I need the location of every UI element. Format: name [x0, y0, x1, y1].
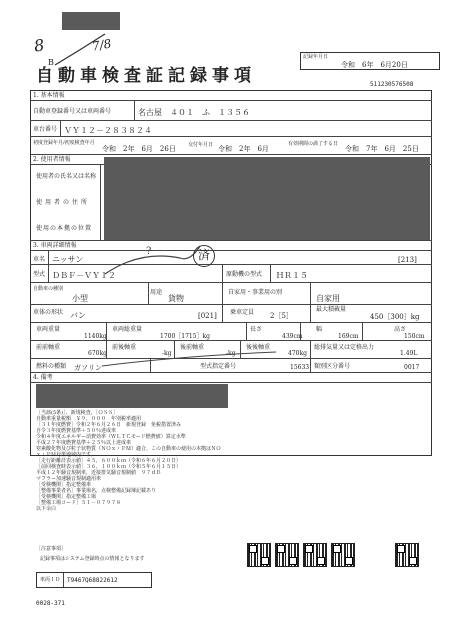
note-line: ［走行距離計表示値］４５，６００ｋｍ（令和６年６月２０日） [36, 458, 182, 464]
height: 150cm [404, 333, 425, 340]
kind-label: 自動車の種別 [33, 286, 64, 292]
qr-code-2 [276, 544, 298, 566]
section3-label: 3. 車両詳細情報 [33, 242, 77, 249]
vehicle-id: T9467Q68822612 [67, 577, 118, 584]
displacement: 1.49L [400, 350, 418, 357]
expiry-date: 令和 7年 6月 25日 [345, 145, 419, 153]
vehicle-id-label: 車両ＩＤ [40, 577, 61, 583]
model: ＤＢＦ－ＶＹ１２ [52, 271, 116, 280]
redacted-notes-top [36, 384, 228, 408]
length-label: 長さ [250, 326, 263, 333]
rr-axle-label: 後後軸重 [246, 344, 271, 351]
user-address-label: 使用者の住所 [36, 199, 91, 206]
svg-text:?: ? [146, 246, 152, 257]
issue-label: 交付年月日 [188, 142, 214, 148]
qr-code-4 [332, 544, 354, 566]
qr-code-3 [304, 544, 326, 566]
chassis-label: 車台番号 [33, 126, 58, 133]
rr-axle: 470kg [288, 350, 307, 357]
expiry-label: 有効期間の満了する日 [288, 141, 339, 147]
note-line: 令和４年度エネルギー消費効率（ＷＬＴＣモード燃費値）算定水準 [36, 434, 186, 440]
notice-title: ［注意事項］ [36, 546, 67, 552]
section1-label: 1. 基本情報 [33, 92, 65, 99]
doc-title: 自動車検査証記録事項 [36, 66, 256, 86]
note-line: ［３１年度燃費］令和２年６月２６日 新規登録 免税措置済み [36, 422, 182, 428]
handwritten-stroke [50, 30, 130, 70]
record-date-label: 記録年月日 [303, 54, 329, 60]
purpose: 自家用 [316, 294, 340, 303]
handwritten-mark-mid: 7/8 [90, 36, 113, 54]
model-label: 型式 [33, 271, 46, 278]
plate-number: 名古屋 ４０１ ふ １３５６ [138, 108, 250, 117]
b-mark: B [48, 58, 54, 67]
capacity: 2［5］ [270, 312, 293, 320]
page-code: 0028-371 [36, 600, 65, 607]
fuel: ガソリン [74, 364, 102, 372]
kind: 小型 [72, 294, 88, 303]
note-line: ［整備事業者名］事業場名，点検整備記録簿記載あり [36, 488, 157, 494]
record-date-box [300, 52, 440, 70]
weight-label: 車両重量 [36, 326, 61, 333]
weight: 1140kg [84, 333, 107, 340]
redacted-header-block [62, 12, 120, 30]
purpose-label: 自家用・事業用の別 [228, 289, 283, 296]
note-line: ｘ・ＰＭ対策地域内です。 [36, 452, 96, 458]
height-label: 高さ [394, 326, 407, 333]
rf-axle-label: 後前軸重 [180, 344, 205, 351]
section4-label: 4. 備考 [33, 374, 53, 381]
body: バン [70, 311, 86, 320]
first-reg-date: 令和 2年 6月 26日 [102, 145, 176, 153]
class-no: 0017 [404, 364, 420, 371]
plate-label: 自動車登録番号又は車両番号 [33, 108, 112, 115]
note-line: 平成１２年騒音規制車，近接排気騒音規制値 ９７ｄＢ [36, 470, 162, 476]
base-location-label: 使用の本拠の位置 [36, 225, 93, 232]
length: 439cm [282, 333, 303, 340]
notes-list [36, 410, 336, 512]
stamp-char: 済 [197, 248, 210, 262]
use-label: 用途 [150, 289, 163, 296]
notice-text: 記録事項はシステム登録時点の情報となります [40, 556, 145, 562]
stamp-circle [193, 245, 215, 267]
note-line: マフラー加速騒音規制適用車 [36, 476, 102, 482]
serial-number: 511230576508 [370, 81, 414, 88]
note-line: ［受検機関］指定整備工場 [36, 494, 97, 500]
qr-code-1 [248, 544, 270, 566]
width-label: 幅 [316, 326, 323, 333]
body-code: [021] [198, 312, 217, 320]
fuel-label: 燃料の種類 [36, 363, 67, 370]
ff-axle-label: 前前軸重 [36, 344, 61, 351]
displacement-label: 総排気量又は定格出力 [314, 344, 375, 351]
max-load: 450［300］kg [370, 313, 420, 321]
note-line: 以下余白 [36, 506, 57, 512]
gross-weight: 1700［1715］kg [160, 333, 211, 340]
maker-label: 車名 [33, 256, 46, 263]
issue-date: 令和 2年 6月 [218, 145, 269, 153]
record-date: 令和 6年 6月20日 [341, 61, 408, 69]
type-no: 15633 [290, 364, 310, 371]
note-line: 自動車重量税額 ￥９，０００ 年別税率適用 [36, 416, 142, 422]
body-label: 車体の形状 [33, 309, 64, 316]
note-line: ［前回検査時表示値］３６，１００ｋｍ（令和５年６月１５日） [36, 464, 182, 470]
maker-code: [213] [398, 256, 417, 264]
note-line: 自令３年度燃費基準＋５０％達成車 [36, 428, 117, 434]
engine-label: 原動機の型式 [226, 271, 263, 278]
qr-code-5 [396, 544, 418, 566]
maker: ニッサン [52, 255, 84, 264]
vehicle-id-box [36, 572, 152, 588]
note-line: ［当該(5条)］、新規検査、［ＯＳＳ］ [36, 410, 119, 416]
fr-axle: -kg [162, 350, 172, 357]
note-line: 平成２７年度燃費基準＋２５％以上達成車 [36, 440, 132, 446]
ff-axle: 670kg [88, 350, 107, 357]
use: 貨物 [168, 294, 184, 303]
rf-axle: -kg [226, 350, 236, 357]
handwritten-line [100, 350, 280, 370]
chassis-number: ＶＹ１２－２８３８２４ [64, 126, 152, 135]
fr-axle-label: 前後軸重 [112, 344, 137, 351]
handwritten-mark-left: 8 [32, 35, 46, 56]
class-no-label: 類別区分番号 [314, 363, 351, 370]
note-line: ［整備工場コード］５１－０７９７８ [36, 500, 122, 506]
user-name-label: 使用者の氏名又は名称 [36, 173, 97, 180]
note-line: 窒素酸化物及び粒子状物質（ＮＯｘ・ＰＭ）適合、この自動車の使用の本拠はＮＯ [36, 446, 222, 452]
max-load-label: 最大積載量 [316, 306, 347, 313]
engine: ＨＲ１５ [276, 271, 308, 280]
type-no-label: 型式指定番号 [200, 363, 237, 370]
section2-label: 2. 使用者情報 [33, 156, 71, 163]
gross-weight-label: 車両総重量 [112, 326, 143, 333]
capacity-label: 乗車定員 [230, 309, 255, 316]
note-line: ［受検機関］指定整備車 [36, 482, 92, 488]
first-reg-label: 初度登録年月/初度検査年月 [33, 140, 95, 146]
width: 169cm [338, 333, 359, 340]
redacted-user-info [104, 157, 430, 240]
